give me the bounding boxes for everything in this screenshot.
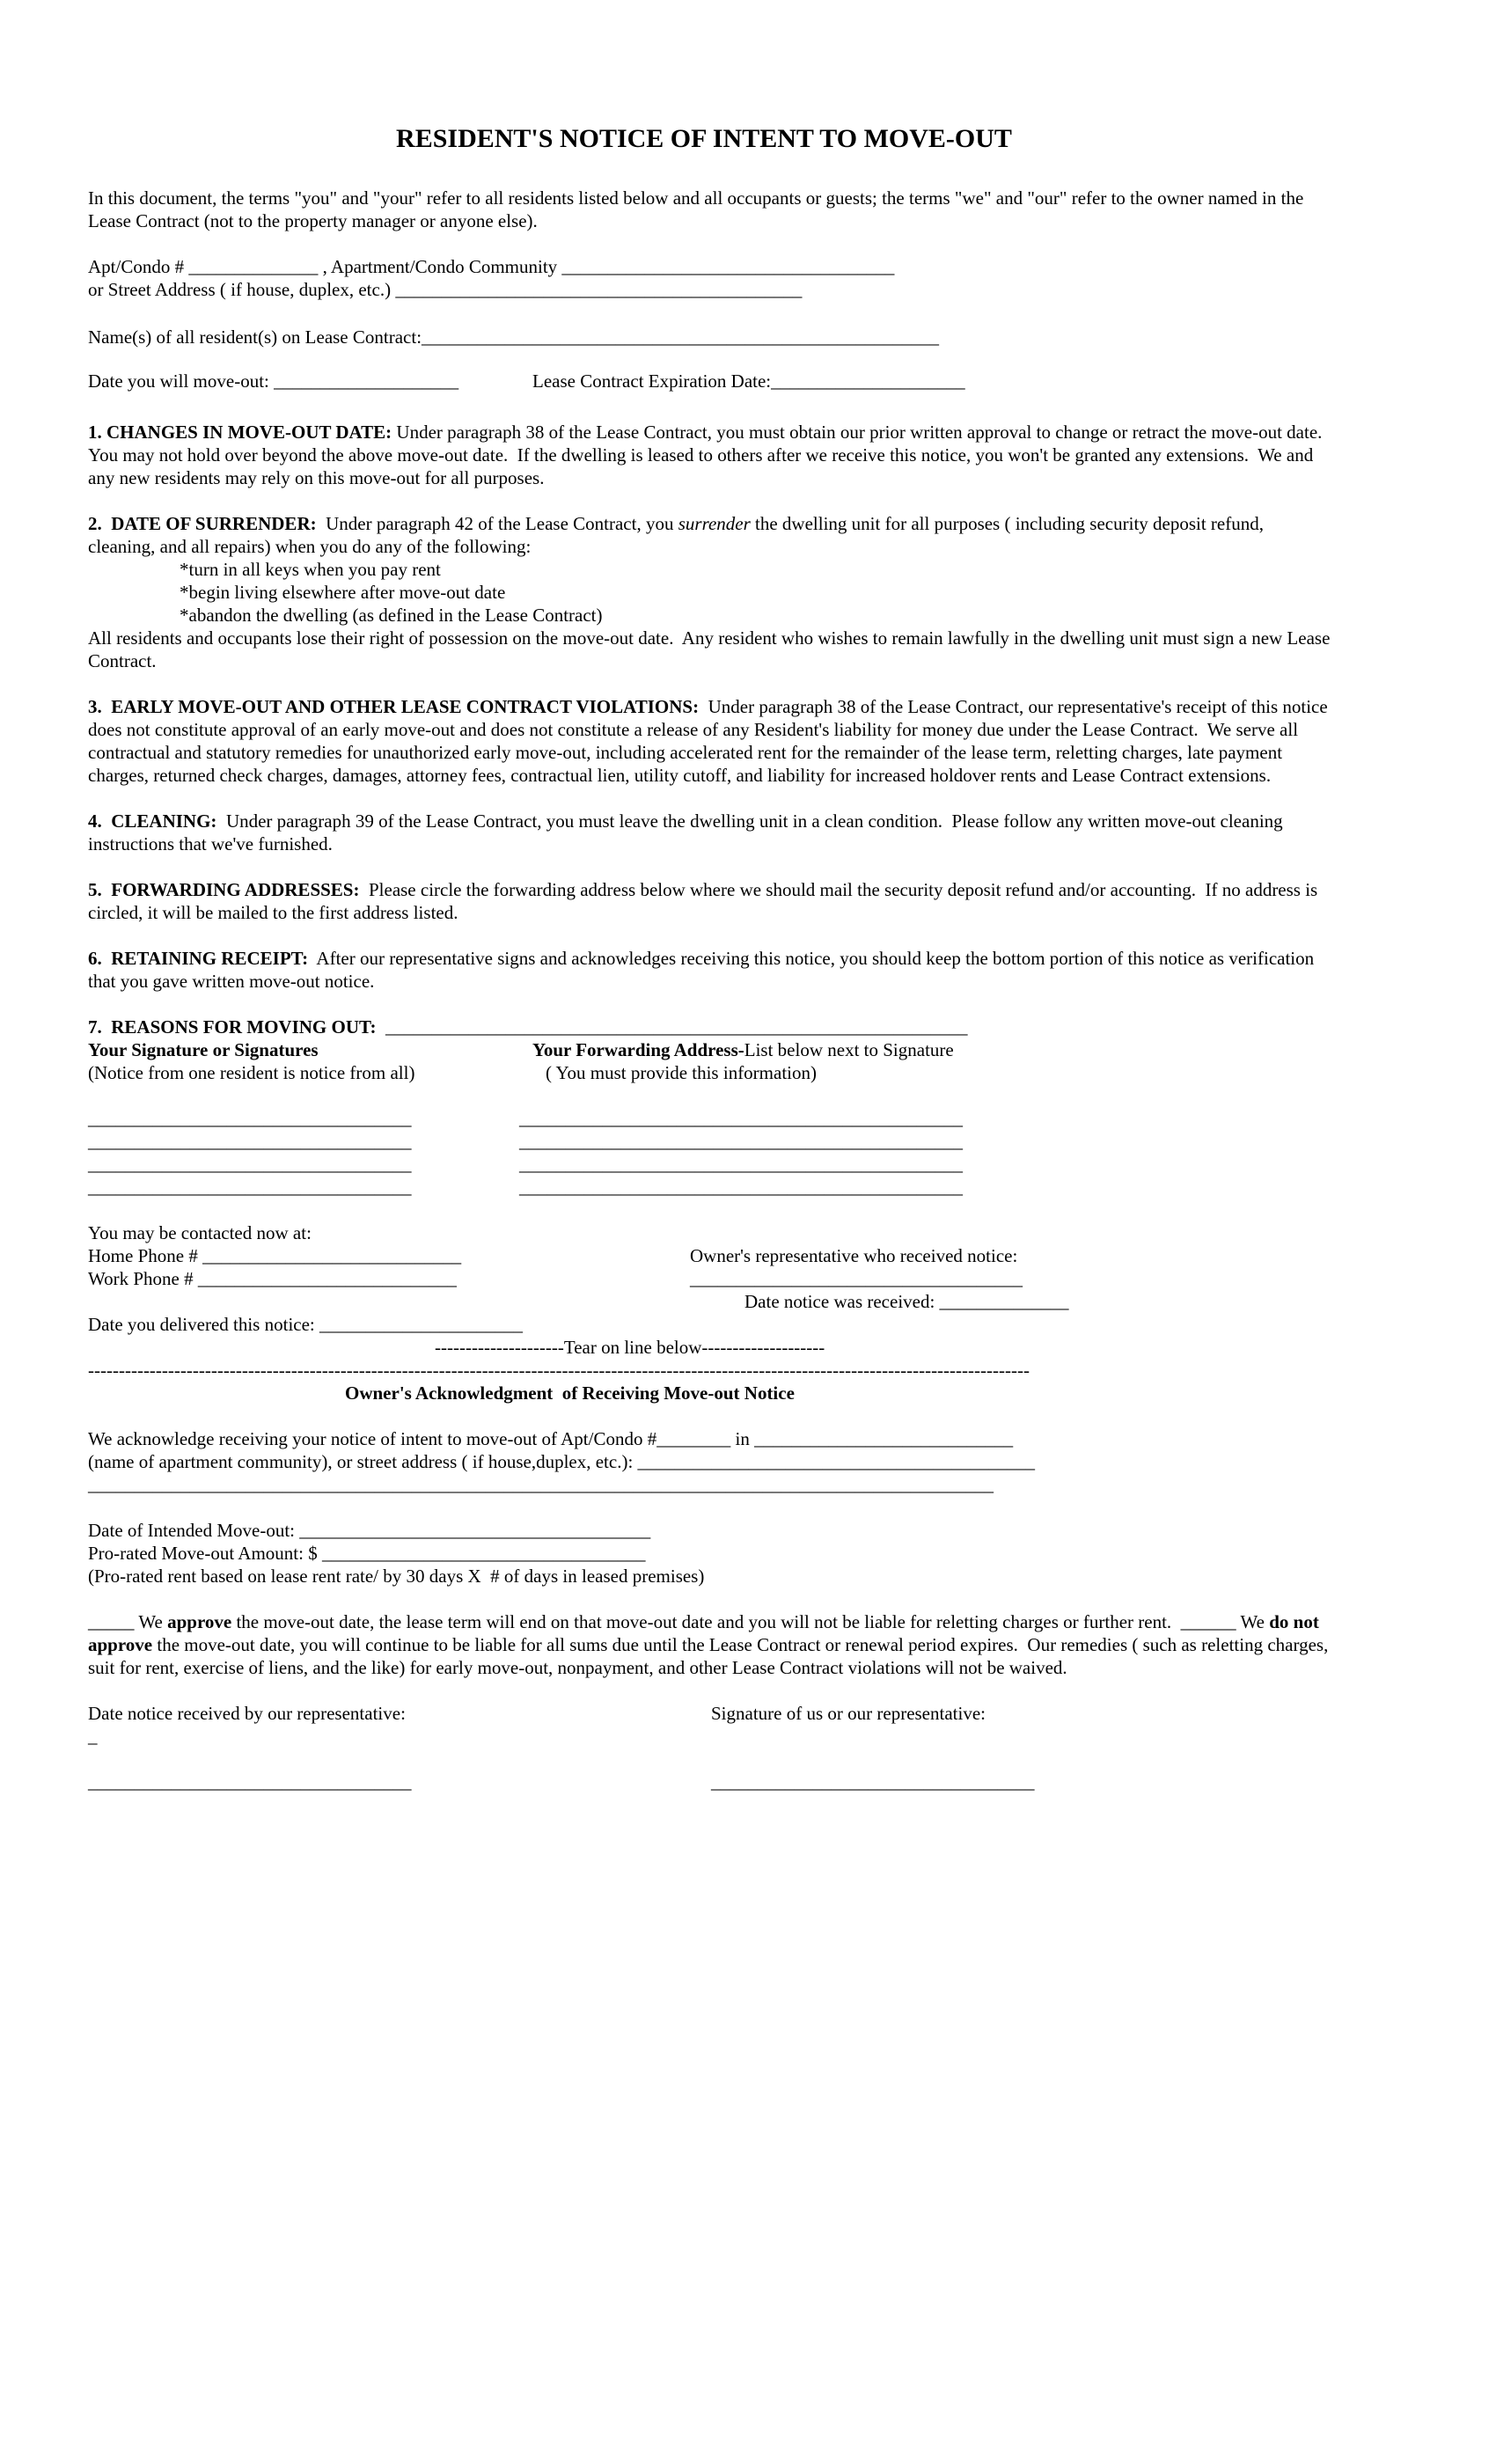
prorated-note: (Pro-rated rent based on lease rent rate/ by 30 days X # of days in leased premises) bbox=[88, 1566, 705, 1587]
date-rep-field[interactable]: ___________________________________ bbox=[88, 1771, 412, 1793]
tear-line-label: ---------------------Tear on line below-------------------- bbox=[435, 1337, 825, 1358]
forwarding-address-line[interactable]: ________________________________________________ bbox=[519, 1177, 963, 1198]
forwarding-address-line[interactable]: ________________________________________________ bbox=[519, 1131, 963, 1152]
section-5-text: Please circle the forwarding address below where we should mail the security deposit refund and/or accounting. If no address is bbox=[359, 879, 1318, 900]
signature-line[interactable]: ___________________________________ bbox=[88, 1108, 412, 1129]
intro-line: In this document, the terms "you" and "your" refer to all residents listed below and all occupants or guests; the terms "we" and "our" refer to the owner named in the bbox=[88, 187, 1304, 209]
section-6-heading: 6. RETAINING RECEIPT: bbox=[88, 948, 309, 969]
section-1-text: any new residents may rely on this move-out for all purposes. bbox=[88, 467, 545, 488]
owner-rep-field[interactable]: ____________________________________ bbox=[690, 1268, 1023, 1289]
section-7 bbox=[88, 1016, 1426, 1038]
section-4-text: instructions that we've furnished. bbox=[88, 833, 333, 854]
forwarding-heading: Your Forwarding Address-List below next to Signature bbox=[532, 1039, 954, 1060]
section-6 bbox=[88, 947, 1426, 993]
section-1-heading: 1. CHANGES IN MOVE-OUT DATE: bbox=[88, 422, 392, 443]
section-2-text: All residents and occupants lose their right of possession on the move-out date. Any resident who wishes to remain lawfully in the dwelling unit must sign a new Lease bbox=[88, 627, 1331, 649]
document-title: RESIDENT'S NOTICE OF INTENT TO MOVE-OUT bbox=[396, 124, 1012, 153]
section-3 bbox=[88, 695, 1426, 787]
section-2-bullet: *abandon the dwelling (as defined in the Lease Contract) bbox=[180, 605, 603, 626]
section-2-text: the dwelling unit for all purposes ( including security deposit refund, bbox=[750, 513, 1264, 534]
section-4-heading: 4. CLEANING: bbox=[88, 810, 217, 832]
home-phone-field[interactable]: Home Phone # ____________________________ bbox=[88, 1245, 462, 1266]
section-3-text: Under paragraph 38 of the Lease Contract, our representative's receipt of this notice bbox=[699, 696, 1328, 717]
apt-condo-field[interactable]: Apt/Condo # ______________ , Apartment/Condo Community ____________________________________ bbox=[88, 256, 895, 277]
street-address-field[interactable]: or Street Address ( if house, duplex, etc.) ____________________________________________ bbox=[88, 279, 803, 300]
signatures-heading: Your Signature or Signatures bbox=[88, 1039, 319, 1060]
signature-line[interactable]: ___________________________________ bbox=[88, 1177, 412, 1198]
signature-line[interactable]: ___________________________________ bbox=[88, 1154, 412, 1175]
section-2 bbox=[88, 512, 1426, 672]
acknowledgment-apt-field[interactable]: We acknowledge receiving your notice of intent to move-out of Apt/Condo #________ in ____________________________ bbox=[88, 1428, 1014, 1449]
date-delivered-field[interactable]: Date you delivered this notice: ______________________ bbox=[88, 1314, 524, 1335]
forwarding-note: ( You must provide this information) bbox=[546, 1062, 817, 1083]
owner-rep-label: Owner's representative who received notice: bbox=[690, 1245, 1018, 1266]
acknowledgment-address-line[interactable]: __________________________________________________________________________________________________ bbox=[88, 1474, 994, 1495]
reasons-field[interactable]: _______________________________________________________________ bbox=[376, 1016, 968, 1038]
intended-moveout-field[interactable]: Date of Intended Move-out: ______________________________________ bbox=[88, 1520, 651, 1541]
section-3-text: charges, returned check charges, damages, attorney fees, contractual lien, utility cutoff, and liability for increased holdover rents and Lease Contract extensions. bbox=[88, 765, 1272, 786]
lease-expiration-field[interactable]: Lease Contract Expiration Date:_____________________ bbox=[532, 370, 965, 392]
date-rep-label: Date notice received by our representative: bbox=[88, 1703, 406, 1724]
section-2-text: cleaning, and all repairs) when you do any of the following: bbox=[88, 536, 532, 557]
signature-rep-field[interactable]: ___________________________________ bbox=[711, 1771, 1035, 1793]
section-5 bbox=[88, 878, 1426, 924]
date-rep-dash: _ bbox=[88, 1726, 98, 1747]
tear-line-divider: --------------------------------------------------------------------------------------------------------------------------------------------------------- bbox=[88, 1360, 1030, 1381]
section-3-text: contractual and statutory remedies for unauthorized early move-out, including accelerated rent for the remainder of the lease term, reletting charges, late payment bbox=[88, 742, 1283, 763]
contact-intro: You may be contacted now at: bbox=[88, 1222, 312, 1243]
prorated-amount-field[interactable]: Pro-rated Move-out Amount: $ ___________________________________ bbox=[88, 1543, 646, 1564]
section-1 bbox=[88, 421, 1426, 489]
signature-rep-label: Signature of us or our representative: bbox=[711, 1703, 986, 1724]
section-1-text: You may not hold over beyond the above move-out date. If the dwelling is leased to others after we receive this notice, you won't be granted any extensions. We and bbox=[88, 444, 1314, 466]
work-phone-field[interactable]: Work Phone # ____________________________ bbox=[88, 1268, 457, 1289]
intro-paragraph bbox=[88, 187, 1426, 232]
section-2-bullet: *begin living elsewhere after move-out date bbox=[180, 582, 506, 603]
section-2-heading: 2. DATE OF SURRENDER: bbox=[88, 513, 317, 534]
section-3-text: does not constitute approval of an early move-out and does not constitute a release of any Resident's liability for money due under the Lease Contract. We serve all bbox=[88, 719, 1299, 740]
address-fields bbox=[88, 255, 1426, 301]
section-4 bbox=[88, 810, 1426, 855]
intro-line: Lease Contract (not to the property manager or anyone else). bbox=[88, 210, 538, 231]
section-2-text: Under paragraph 42 of the Lease Contract, you bbox=[316, 513, 678, 534]
forwarding-address-line[interactable]: ________________________________________________ bbox=[519, 1154, 963, 1175]
section-5-text: circled, it will be mailed to the first address listed. bbox=[88, 902, 458, 923]
signatures-note: (Notice from one resident is notice from all) bbox=[88, 1062, 415, 1083]
section-7-heading: 7. REASONS FOR MOVING OUT: bbox=[88, 1016, 377, 1038]
section-3-heading: 3. EARLY MOVE-OUT AND OTHER LEASE CONTRACT VIOLATIONS: bbox=[88, 696, 700, 717]
date-received-field[interactable]: Date notice was received: ______________ bbox=[744, 1291, 1069, 1312]
section-4-text: Under paragraph 39 of the Lease Contract, you must leave the dwelling unit in a clean condition. Please follow any written move-out cleaning bbox=[216, 810, 1283, 832]
section-2-bullet: *turn in all keys when you pay rent bbox=[180, 559, 441, 580]
section-5-heading: 5. FORWARDING ADDRESSES: bbox=[88, 879, 360, 900]
resident-names-field[interactable]: Name(s) of all resident(s) on Lease Contract:________________________________________________________ bbox=[88, 326, 940, 348]
acknowledgment-address-field[interactable]: (name of apartment community), or street address ( if house,duplex, etc.): ___________________________________________ bbox=[88, 1451, 1036, 1472]
approve-checkbox-blank[interactable]: _____ We bbox=[88, 1611, 168, 1632]
section-6-text: that you gave written move-out notice. bbox=[88, 971, 375, 992]
section-2-text: Contract. bbox=[88, 650, 157, 671]
signature-line[interactable]: ___________________________________ bbox=[88, 1131, 412, 1152]
section-6-text: After our representative signs and acknowledges receiving this notice, you should keep the bottom portion of this notice as verification bbox=[308, 948, 1315, 969]
forwarding-address-line[interactable]: ________________________________________________ bbox=[519, 1108, 963, 1129]
approval-paragraph: _____ We approve the move-out date, the lease term will end on that move-out date and you will not be liable for reletting charges or further rent. ______ We do not approve the move-out date, you will continue to be liable for all sums due until the Lease Contract or renewal period expires. Our remedies ( such as reletting charges, suit for rent, exercise of liens, and the like) for early move-out, nonpayment, and other Lease Contract violations will not be waived. bbox=[88, 1611, 1329, 1678]
acknowledgment-title: Owner's Acknowledgment of Receiving Move-out Notice bbox=[345, 1382, 795, 1404]
section-2-emphasis: surrender bbox=[678, 513, 751, 534]
section-1-text: Under paragraph 38 of the Lease Contract, you must obtain our prior written approval to change or retract the move-out date. bbox=[392, 422, 1323, 443]
moveout-date-field[interactable]: Date you will move-out: ____________________ bbox=[88, 370, 459, 392]
